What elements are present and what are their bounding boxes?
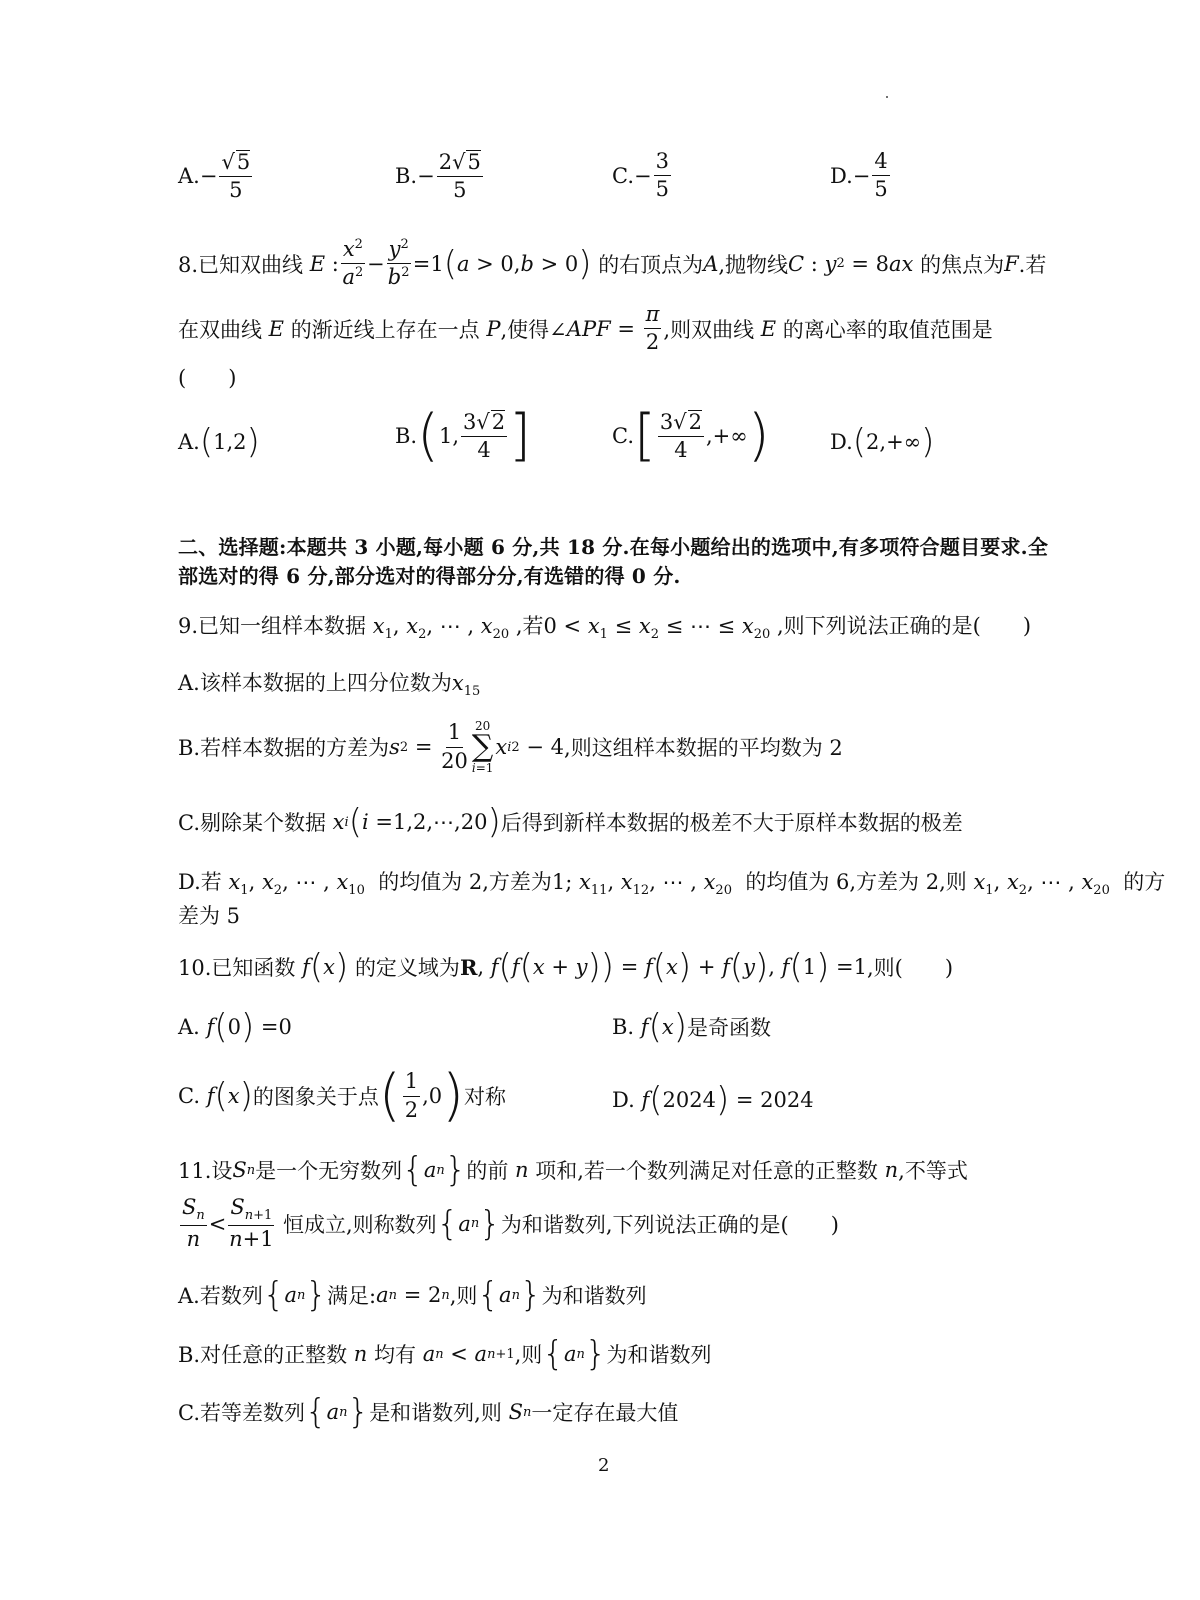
q10-stem: 10.已知函数 f ( x ) 的定义域为 R , f ( f ( x + y ) ) = f ( x ) + f ( y ) , f ( 1 ) =1 ,则( ) (178, 947, 954, 987)
q11-option-a: A.若数列 { a n } 满足: a n = 2 n ,则 { a n } 为和谐数列 (178, 1275, 647, 1315)
scan-speck (886, 96, 888, 98)
q7-option-a: A. − $\frac{√5}{5}$ (178, 150, 251, 203)
q8-option-a: A. ( 1,2 ) (178, 422, 260, 462)
q8-answer-paren: ( ) (178, 366, 237, 390)
q8-stem-line1: 8.已知双曲线 E : $\frac{x^2}{a^2}$ − $\frac{y^2}{b^2}$ =1 ( a > 0, b > 0 ) 的右顶点为 A ,抛物线 C : y 2 = 8 ax 的焦点为 F .若 (178, 237, 1047, 290)
q9-stem: 9.已知一组样本数据 $x_1$, $x_2$, ⋯ , $x_{20}$ ,若$0 < x_1 \le x_2$ ≤ ⋯ ≤ $x_{20}$ ,则下列说法正确的是( ) (178, 614, 1032, 643)
q11-stem-line1: 11.设 S n 是一个无穷数列 { a n } 的前 n 项和,若一个数列满足对任意的正整数 n ,不等式 (178, 1150, 968, 1190)
q10-option-d: D. f ( 2024 ) = 2024 (612, 1080, 814, 1120)
q9-option-d: D.若 $x_1$, $x_2$, ⋯ , $x_{10}$ 的均值为 2,方差为1; $x_{11}$, $x_{12}$, ⋯ , $x_{20}$ 的均值为 6,方差为 2,则 $x_1$, $x_2$, ⋯ , $x_{20}$ 的方 (178, 870, 1166, 899)
q8-stem-line2: 在双曲线 E 的渐近线上存在一点 P ,使得∠ APF = $\frac{\pi}{2}$ ,则双曲线 E 的离心率的取值范围是 (178, 302, 993, 355)
q8-option-c: C. [ $\frac{3√2}{4}$ ,+∞ ) (612, 403, 770, 468)
q11-stem-line2: $\frac{S_n}{n}$ < $\frac{S_{n+1}}{n+1}$ 恒成立,则称数列 { a n } 为和谐数列,下列说法正确的是( ) (182, 1195, 839, 1252)
page-number: 2 (598, 1455, 610, 1476)
q11-option-b: B.对任意的正整数 n 均有 a n < a n+1 ,则 { a n } 为和谐数列 (178, 1334, 712, 1374)
q10-option-b: B. f ( x ) 是奇函数 (612, 1007, 771, 1047)
q9-option-c: C.剔除某个数据 x i ( i =1,2,⋯,20 ) 后得到新样本数据的极差不大于原样本数据的极差 (178, 802, 963, 842)
q7-option-c: C. − $\frac{3}{5}$ (612, 149, 669, 202)
q9-option-d-cont: 差为 5 (178, 904, 241, 928)
q7-option-b: B. − $\frac{2√5}{5}$ (395, 150, 481, 203)
q7-option-d: D. − $\frac{4}{5}$ (830, 149, 888, 202)
q8-option-b: B. ( 1, $\frac{3√2}{4}$ ] (395, 403, 531, 468)
q9-option-a: A.该样本数据的上四分位数为$x_{15}$ (178, 671, 481, 700)
section-heading: 二、选择题:本题共 3 小题,每小题 6 分,共 18 分.在每小题给出的选项中,有多项符合题目要求.全 部选对的得 6 分,部分选对的得部分分,有选错的得 0 分. (178, 535, 1049, 588)
q8-option-d: D. ( 2,+∞ ) (830, 422, 935, 462)
q9-option-b: B.若样本数据的方差为 s 2 = $\frac{1}{20}$ 20 ∑ i=1 x i 2 − 4 ,则这组样本数据的平均数为 2 (178, 719, 843, 775)
q11-option-c: C.若等差数列 { a n } 是和谐数列,则 S n 一定存在最大值 (178, 1392, 679, 1432)
q10-option-a: A. f ( 0 ) =0 (178, 1007, 292, 1047)
q10-option-c: C. f ( x ) 的图象关于点 ( $\frac{1}{2}$ ,0 ) 对称 (178, 1063, 506, 1128)
